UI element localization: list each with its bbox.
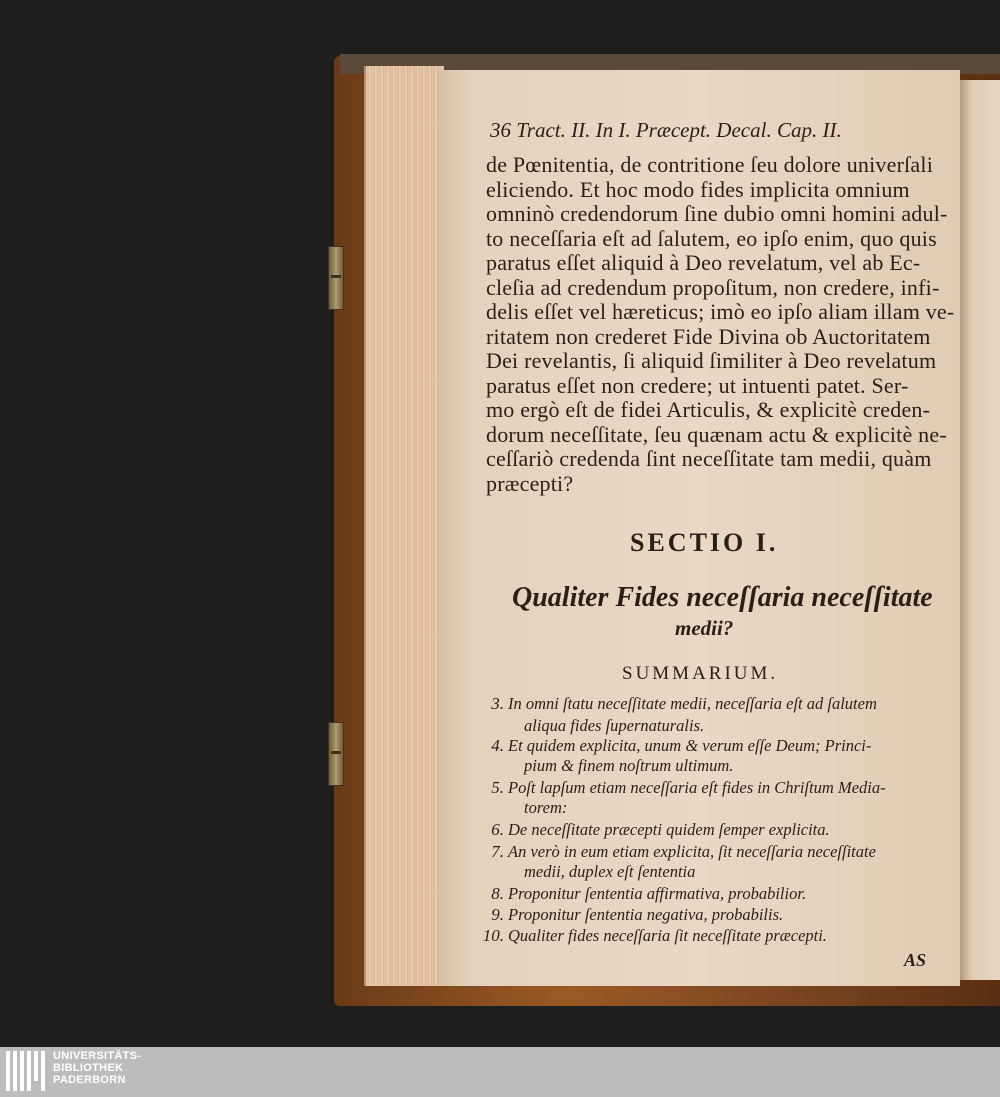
- summary-item-text: In omni ſtatu neceſſitate medii, neceſſaria eſt ad ſalutem: [508, 694, 877, 713]
- section-subheading: Qualiter Fides neceſſaria neceſſitate: [512, 582, 933, 613]
- summary-item-text: Proponitur ſententia affirmativa, probabilior.: [508, 884, 807, 903]
- summary-item-text: De neceſſitate præcepti quidem ſemper explicita.: [508, 820, 830, 839]
- summary-item-text: aliqua fides ſupernaturalis.: [524, 716, 705, 735]
- summary-item-text: An verò in eum etiam explicita, ſit neceſſaria neceſſitate: [508, 842, 876, 861]
- summary-item-text: torem:: [524, 798, 568, 817]
- summary-item-text: Proponitur ſententia negativa, probabilis.: [508, 905, 784, 924]
- summary-item-text: medii, duplex eſt ſententia: [524, 862, 696, 881]
- body-line: to neceſſaria eſt ad ſalutem, eo ipſo enim, quo quis: [486, 225, 937, 251]
- catchword: AS: [904, 950, 927, 970]
- body-line: eliciendo. Et hoc modo fides implicita omnium: [486, 176, 910, 202]
- body-line: delis eſſet vel hæreticus; imò eo ipſo aliam illam ve-: [486, 299, 955, 324]
- section-heading: SECTIO I.: [630, 528, 779, 557]
- summary-item-text: pium & finem noſtrum ultimum.: [524, 756, 734, 775]
- library-name-line: UNIVERSITÄTS-: [53, 1050, 142, 1062]
- section-subheading-cont: medii?: [675, 616, 734, 640]
- summary-item-number: 5.: [491, 778, 504, 797]
- body-line: dorum neceſſitate, ſeu quænam actu & explicitè ne-: [486, 421, 947, 447]
- body-line: de Pœnitentia, de contritione ſeu dolore univerſali: [486, 152, 934, 177]
- summary-title: SUMMARIUM.: [622, 663, 779, 684]
- page-block-edge: [364, 66, 444, 986]
- body-line: paratus eſſet non credere; ut intuenti patet. Ser-: [486, 372, 909, 398]
- library-logo-icon: [6, 1051, 48, 1091]
- footer-bar: [0, 1047, 1000, 1097]
- summary-item-number: 8.: [491, 884, 504, 903]
- summary-item-text: Et quidem explicita, unum & verum eſſe Deum; Princi-: [508, 736, 872, 755]
- running-head: 36 Tract. II. In I. Præcept. Decal. Cap. II.: [490, 118, 842, 142]
- body-line: paratus eſſet aliquid à Deo revelatum, vel ab Ec-: [486, 250, 921, 275]
- summary-item-number: 7.: [491, 842, 504, 861]
- summary-item-text: Poſt lapſum etiam neceſſaria eſt fides in Chriſtum Media-: [508, 778, 886, 797]
- library-name: [53, 1050, 141, 1086]
- body-line: ceſſariò credenda ſint neceſſitate tam medii, quàm: [486, 446, 932, 471]
- facing-page-edge: [960, 80, 1000, 980]
- summary-item-number: 6.: [491, 820, 504, 839]
- body-line: cleſia ad credendum propoſitum, non credere, infi-: [486, 274, 940, 300]
- clasp-icon: [328, 722, 344, 786]
- summary-item-number: 10.: [482, 926, 504, 945]
- body-line: mo ergò eſt de fidei Articulis, & explicitè creden-: [486, 397, 931, 422]
- body-line: omninò credendorum ſine dubio omni homini adul-: [486, 201, 948, 226]
- summary-item-number: 3.: [491, 694, 504, 713]
- summary-item-text: Qualiter fides neceſſaria ſit neceſſitate præcepti.: [508, 926, 827, 945]
- clasp-icon: [328, 246, 344, 310]
- body-line: præcepti?: [486, 470, 574, 496]
- library-name-line: PADERBORN: [53, 1074, 126, 1086]
- body-line: Dei revelantis, ſi aliquid ſimiliter à Deo revelatum: [486, 348, 937, 373]
- library-name-line: BIBLIOTHEK: [53, 1062, 124, 1074]
- summary-item-number: 4.: [491, 736, 504, 755]
- body-line: ritatem non crederet Fide Divina ob Auctoritatem: [486, 323, 931, 349]
- summary-item-number: 9.: [491, 905, 504, 924]
